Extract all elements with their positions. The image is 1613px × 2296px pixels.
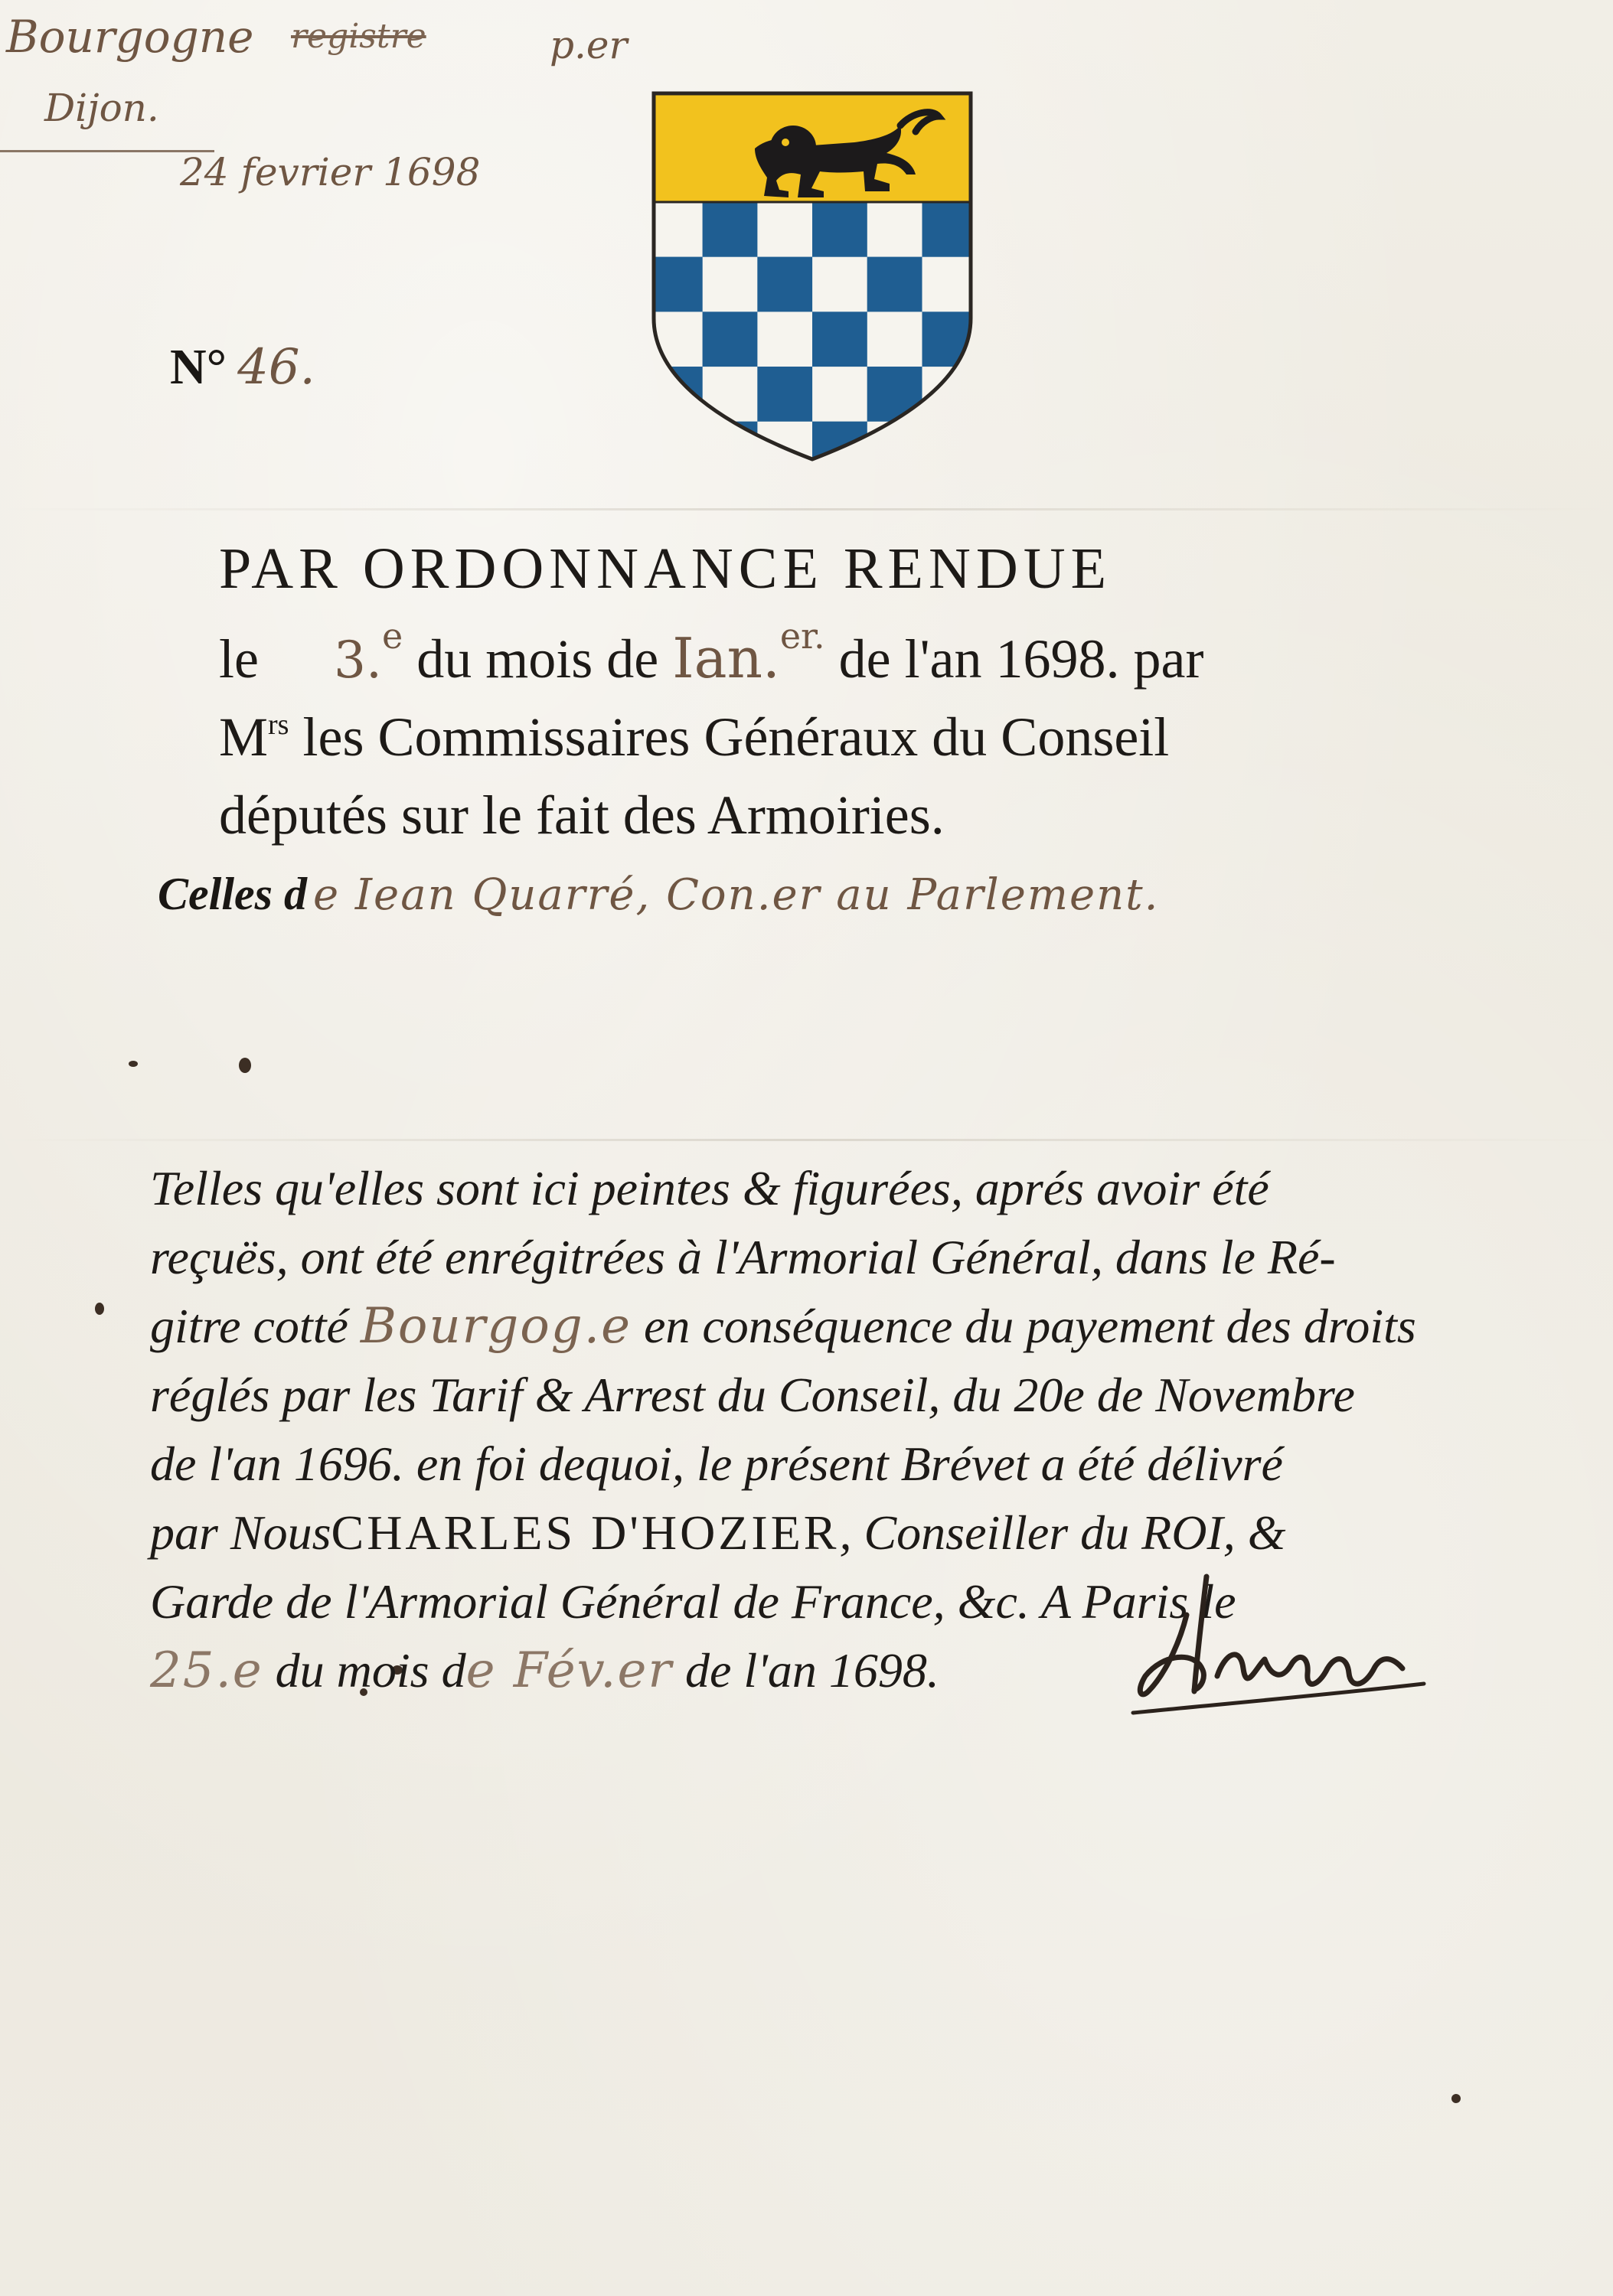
mrs-sup: rs (268, 709, 289, 741)
brevet-fragment: de l'an 1698. (684, 1643, 939, 1698)
celles-name: e Iean Quarré, Con.er au Parlement. (312, 870, 1160, 920)
brevet-line (150, 1292, 1497, 1361)
decree-month: Ian. (672, 626, 780, 690)
decree-day: 3. (334, 631, 382, 690)
checky-square (703, 367, 758, 422)
du-mois-de: du mois de (416, 628, 659, 690)
annotation-page: p.er (550, 23, 628, 67)
checky-square (703, 257, 758, 312)
checky-square (648, 422, 703, 464)
checky-square (812, 311, 867, 367)
checky-square (867, 367, 922, 422)
fold-line (0, 1139, 1613, 1141)
le-word: le (219, 628, 259, 690)
checky-square (867, 311, 922, 367)
annotation-city: Dijon. (44, 86, 159, 130)
decree-heading: PAR ORDONNANCE RENDUE (219, 536, 1112, 601)
checky-square (703, 202, 758, 257)
checky-square (757, 367, 812, 422)
brevet-fragment: gitre cotté (150, 1299, 348, 1353)
brevet-month: e Fév.er (465, 1642, 673, 1699)
checky-square (703, 311, 758, 367)
document-number (170, 338, 315, 396)
brevet-line: reçuës, ont été enrégitrées à l'Armorial Général, dans le Ré- (150, 1230, 1336, 1284)
decree-date-line (219, 615, 1520, 691)
brevet-fragment: , Conseiller du ROI, & (839, 1505, 1286, 1560)
brevet-line: réglés par les Tarif & Arrest du Conseil, du 20e de Novembre (150, 1368, 1355, 1422)
coat-of-arms-icon (648, 89, 977, 464)
brevet-register-name: Bourgog.e (360, 1298, 632, 1355)
fold-line (0, 508, 1613, 510)
commissaires-text: les Commissaires Généraux du Conseil (302, 706, 1170, 768)
brevet-line: Telles qu'elles sont ici peintes & figurées, aprés avoir été (150, 1161, 1269, 1215)
celles-line (158, 868, 1159, 921)
checky-square (867, 257, 922, 312)
checky-square (922, 257, 978, 312)
brevet-fragment: en conséquence du payement des droits (643, 1299, 1416, 1353)
checky-pattern (648, 202, 977, 464)
decree-month-sup: er. (779, 615, 825, 657)
checky-square (867, 422, 922, 464)
brevet-fragment: du mois d (275, 1643, 466, 1698)
brevet-day: 25.e (150, 1642, 263, 1699)
checky-square (757, 311, 812, 367)
ink-speck (95, 1303, 104, 1315)
decree-year-par: de l'an 1698. par (838, 628, 1204, 690)
brevet-fragment: par Nous (150, 1505, 331, 1560)
checky-square (812, 257, 867, 312)
checky-square (703, 422, 758, 464)
annotation-region: Bourgogne (6, 11, 254, 63)
brevet-hozier-name: CHARLES D'HOZIER (331, 1505, 840, 1560)
ink-speck (129, 1061, 138, 1067)
mrs-abbrev: M (219, 706, 269, 768)
annotation-registre: registre (291, 17, 426, 56)
checky-square (922, 202, 978, 257)
brevet-line: Garde de l'Armorial Général de France, &c. A Paris le (150, 1574, 1236, 1629)
brevet-line (150, 1499, 1497, 1567)
checky-square (757, 202, 812, 257)
checky-square (812, 367, 867, 422)
checky-square (648, 202, 703, 257)
checky-square (867, 202, 922, 257)
annotation-date: 24 fevrier 1698 (180, 150, 481, 194)
signature-dhozier (1118, 1561, 1455, 1730)
checky-square (757, 257, 812, 312)
checky-square (922, 422, 978, 464)
checky-square (648, 257, 703, 312)
ink-speck (239, 1058, 251, 1073)
checky-square (812, 202, 867, 257)
number-value: 46. (237, 339, 315, 396)
brevet-line: de l'an 1696. en foi dequoi, le présent Brévet a été délivré (150, 1437, 1283, 1491)
celles-prefix: Celles d (158, 869, 307, 919)
number-label: N° (170, 339, 227, 395)
commissaires-line (219, 706, 1520, 769)
decree-day-sup: e (381, 615, 403, 657)
deputes-line: députés sur le fait des Armoiries. (219, 784, 945, 846)
ink-speck (1451, 2094, 1461, 2103)
